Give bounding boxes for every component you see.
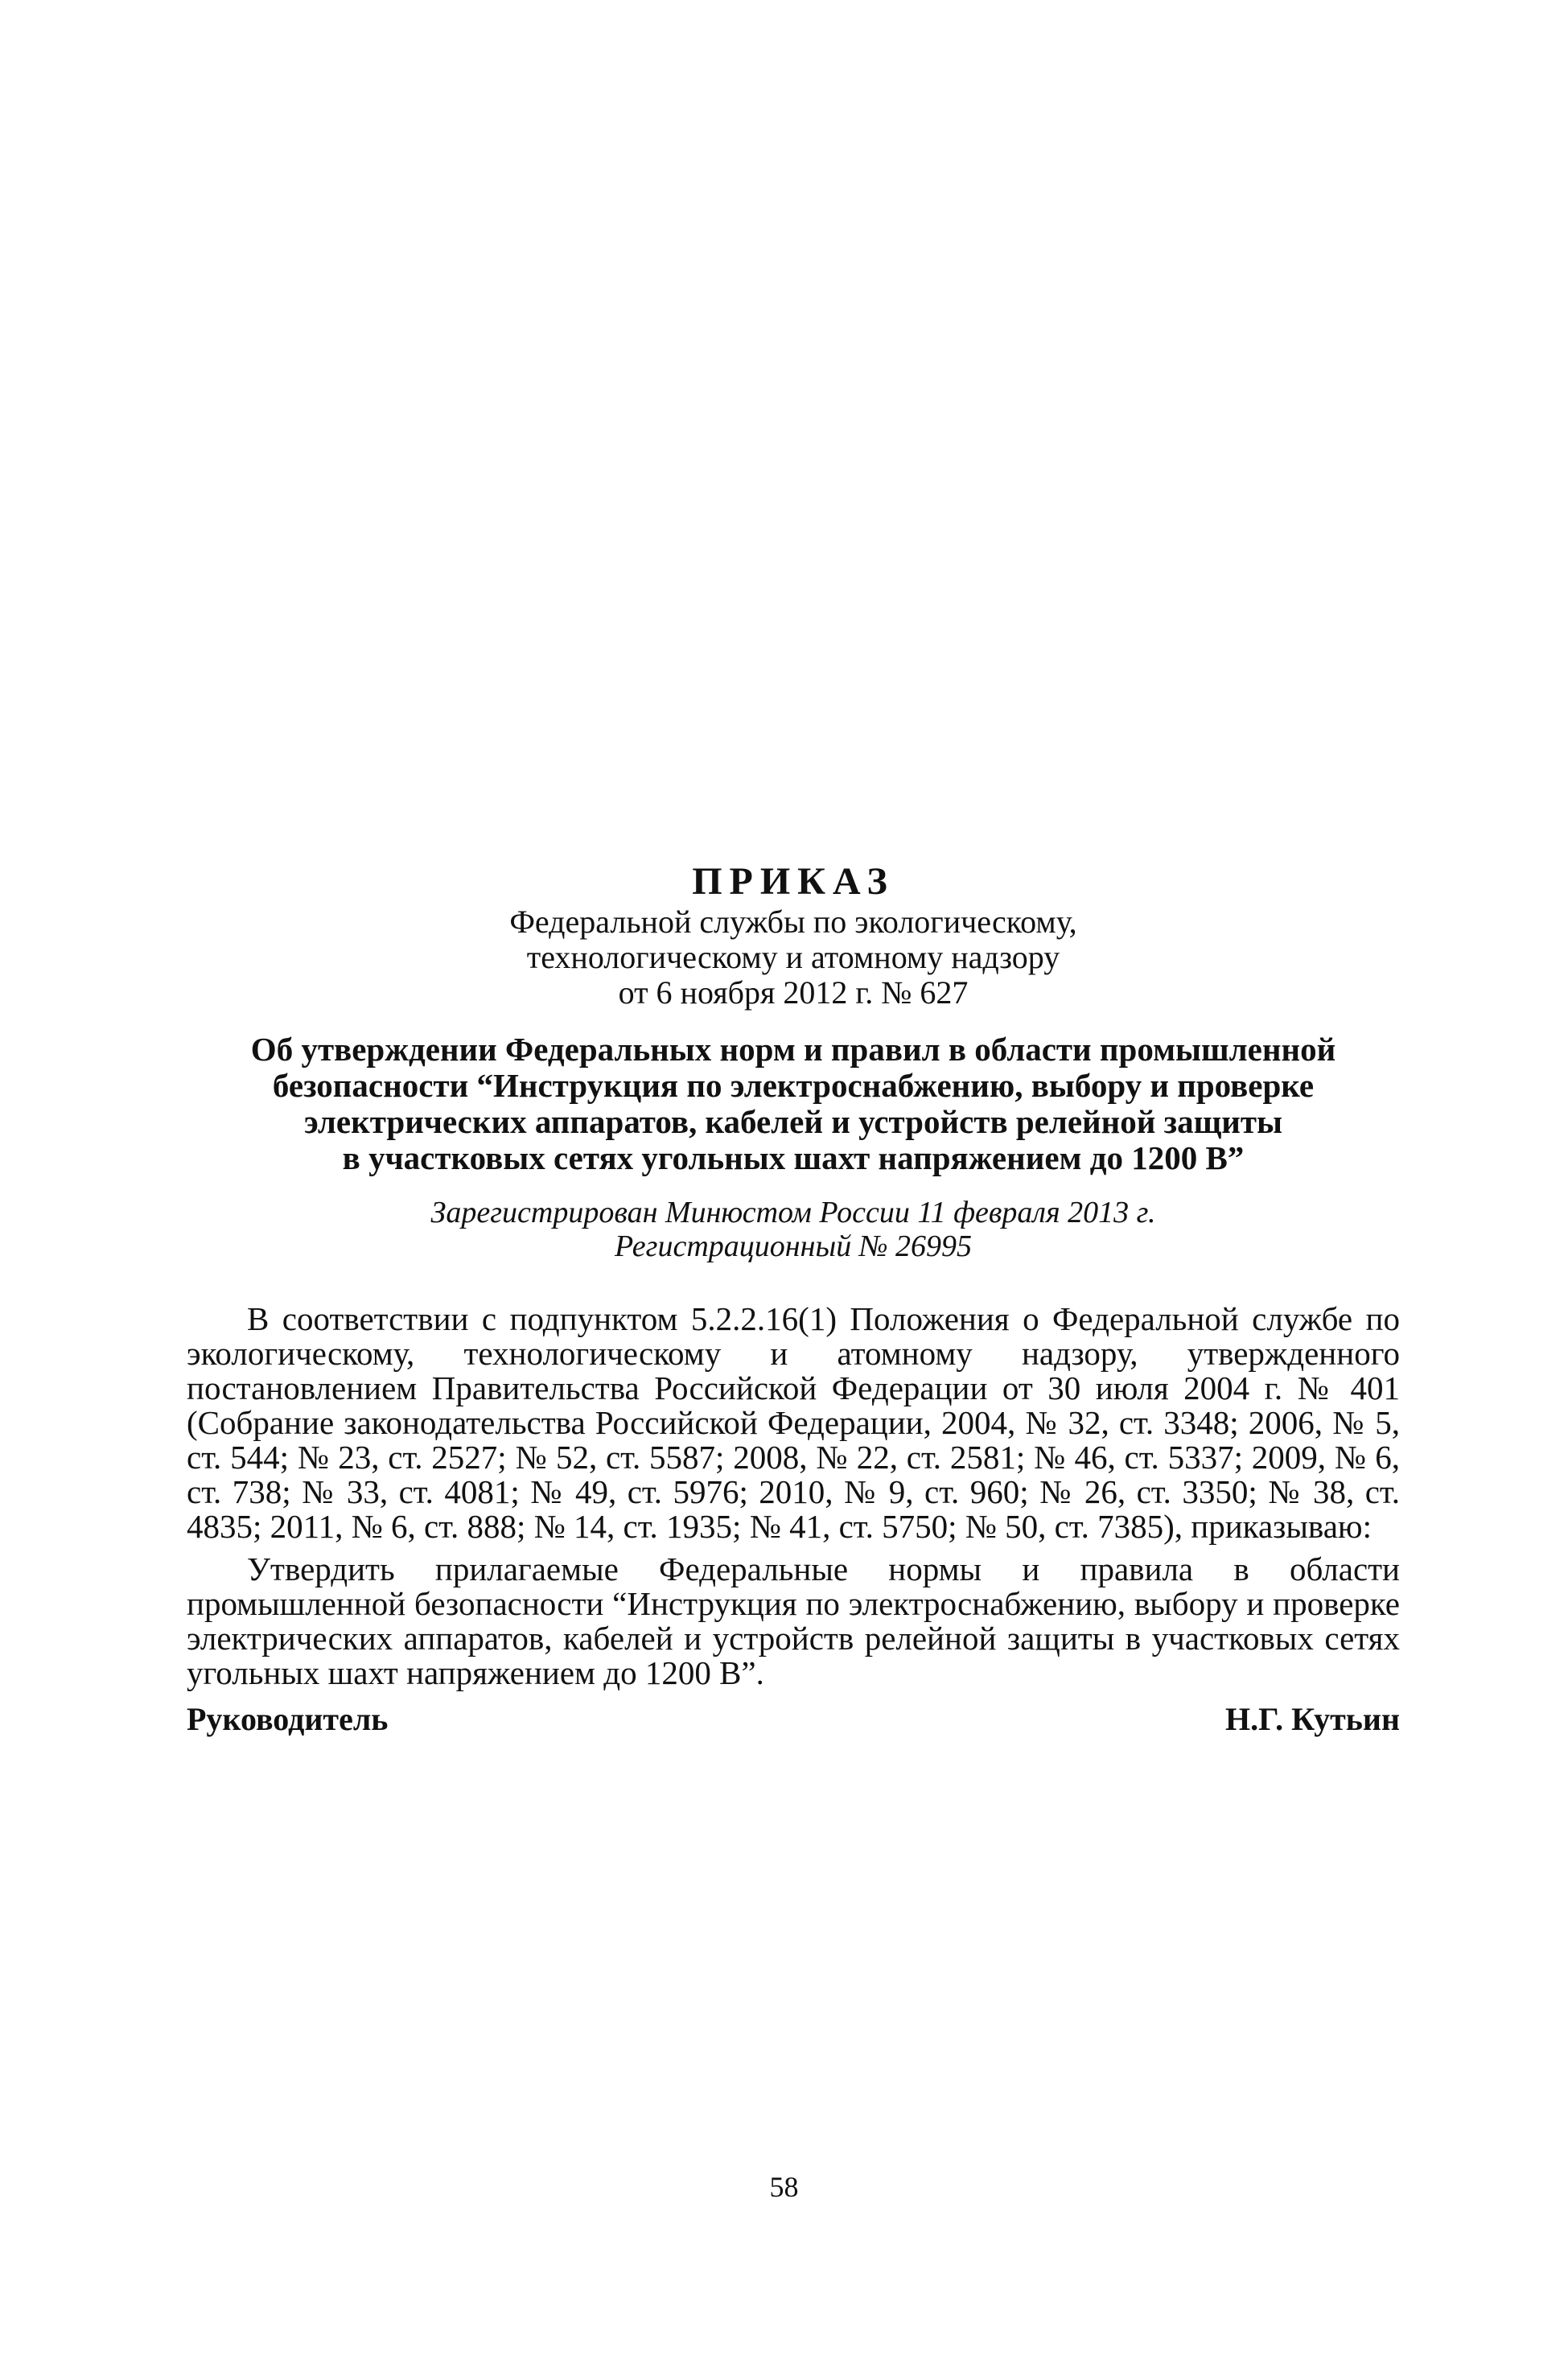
body-paragraph-basis: В соответствии с подпунктом 5.2.2.16(1) Положения о Федеральной службе по экологическому, технологическому и атомному надзору, утвержденного постановлением Правительства Российской Федерации от 30 июля 2004 г. № 401 (Собрание законодательства Российской Федерации, 2004, № 32, ст. 3348; 2006, № 5, ст. 544; № 23, ст. 2527; № 52, ст. 5587; 2008, № 22, ст. 2581; № 46, ст. 5337; 2009, № 6, ст. 738; № 33, ст. 4081; № 49, ст. 5976; 2010, № 9, ст. 960; № 26, ст. 3350; № 38, ст. 4835; 2011, № 6, ст. 888; № 14, ст. 1935; № 41, ст. 5750; № 50, ст. 7385), приказываю: <box>187 1300 1400 1545</box>
issuer-block <box>187 904 1400 1011</box>
order-date-number: от 6 ноября 2012 г. № 627 <box>618 974 969 1011</box>
signatory-position: Руководитель <box>187 1701 389 1737</box>
document-content <box>187 859 1400 1737</box>
registration-number: Регистрационный № 26995 <box>614 1229 973 1263</box>
title-line: электрических аппаратов, кабелей и устройств релейной защиты <box>303 1103 1283 1140</box>
title-line: в участковых сетях угольных шахт напряжением до 1200 В” <box>342 1139 1245 1176</box>
body-paragraph-order: Утвердить прилагаемые Федеральные нормы и правила в области промышленной безопасности “Инструкция по электроснабжению, выбору и проверке электрических аппаратов, кабелей и устройств релейной защиты в участковых сетях угольных шахт напряжением до 1200 В”. <box>187 1550 1400 1691</box>
page-number: 58 <box>769 2171 799 2203</box>
document-title <box>187 1032 1400 1176</box>
signatory-name: Н.Г. Кутьин <box>1225 1701 1400 1737</box>
registration-note <box>187 1196 1400 1263</box>
title-line: Об утверждении Федеральных норм и правил в области промышленной <box>250 1031 1336 1068</box>
document-type-heading: ПРИКАЗ <box>692 860 895 903</box>
registration-line: Зарегистрирован Минюстом России 11 февраля 2013 г. <box>430 1196 1156 1229</box>
document-body <box>187 1302 1400 1690</box>
issuer-line: технологическому и атомному надзору <box>526 939 1060 975</box>
issuer-line: Федеральной службы по экологическому, <box>509 904 1077 940</box>
signature-block <box>187 1702 1400 1737</box>
title-line: безопасности “Инструкция по электроснабжению, выбору и проверке <box>272 1067 1315 1104</box>
